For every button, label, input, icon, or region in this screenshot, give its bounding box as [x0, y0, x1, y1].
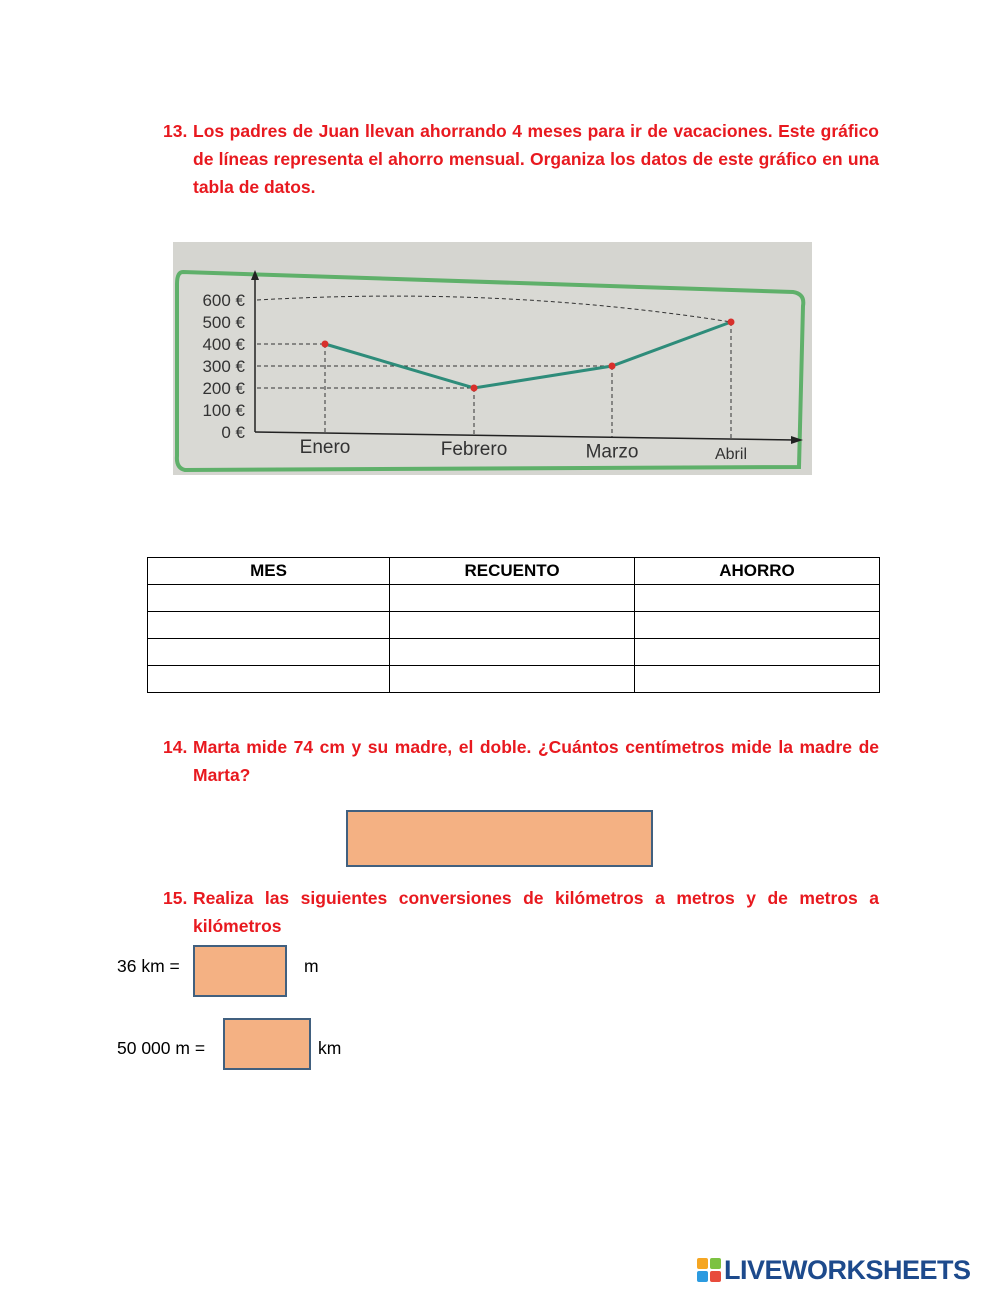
question-14	[163, 733, 879, 789]
y-tick-label: 500 €	[202, 313, 245, 332]
answer-input-m-to-km[interactable]	[223, 1018, 311, 1070]
table-cell-mes[interactable]	[148, 639, 390, 666]
table-row	[148, 639, 880, 666]
table-header-row	[148, 558, 880, 585]
line-chart-photo	[173, 242, 812, 475]
question-13-text: Los padres de Juan llevan ahorrando 4 meses para ir de vacaciones. Este gráfico de líneas representa el ahorro mensual. Organiza los datos de este gráfico en una tabla de datos.	[193, 121, 879, 197]
data-point-febrero	[471, 385, 478, 392]
header-mes: MES	[148, 558, 390, 585]
x-tick-label: Febrero	[440, 439, 508, 461]
x-tick-label: Enero	[299, 437, 351, 459]
table-cell-recuento[interactable]	[390, 666, 635, 693]
y-tick-label: 300 €	[202, 357, 245, 376]
table-row	[148, 585, 880, 612]
answer-input-madre-cm[interactable]	[346, 810, 653, 867]
table-cell-ahorro[interactable]	[635, 666, 880, 693]
question-13	[163, 117, 879, 201]
y-tick-label: 400 €	[202, 335, 245, 354]
table-row	[148, 666, 880, 693]
liveworksheets-logo-text: LIVEWORKSHEETS	[724, 1255, 971, 1285]
y-tick-label: 600 €	[202, 291, 245, 310]
table-cell-recuento[interactable]	[390, 639, 635, 666]
table-cell-ahorro[interactable]	[635, 612, 880, 639]
table-cell-ahorro[interactable]	[635, 639, 880, 666]
question-15	[163, 884, 879, 940]
table-row	[148, 612, 880, 639]
data-point-enero	[322, 341, 329, 348]
x-tick-label: Abril	[714, 446, 748, 464]
x-tick-label: Marzo	[585, 441, 639, 463]
question-13-number: 13.	[163, 121, 188, 141]
table-cell-ahorro[interactable]	[635, 585, 880, 612]
y-tick-labels	[202, 291, 245, 442]
question-14-number: 14.	[163, 737, 188, 757]
y-tick-label: 0 €	[221, 423, 245, 442]
table-cell-recuento[interactable]	[390, 585, 635, 612]
data-point-marzo	[609, 363, 616, 370]
table-cell-recuento[interactable]	[390, 612, 635, 639]
table-cell-mes[interactable]	[148, 585, 390, 612]
table-cell-mes[interactable]	[148, 666, 390, 693]
conversion-1-unit: m	[304, 956, 319, 976]
header-ahorro: AHORRO	[635, 558, 880, 585]
answer-input-km-to-m[interactable]	[193, 945, 287, 997]
liveworksheets-logo-icon	[697, 1258, 721, 1282]
data-point-abril	[728, 319, 735, 326]
question-15-number: 15.	[163, 888, 188, 908]
data-table	[147, 557, 880, 693]
conversion-2-unit: km	[318, 1038, 342, 1058]
conversion-2-label: 50 000 m =	[117, 1038, 206, 1058]
header-recuento: RECUENTO	[390, 558, 635, 585]
y-tick-label: 200 €	[202, 379, 245, 398]
table-cell-mes[interactable]	[148, 612, 390, 639]
line-chart	[173, 242, 812, 475]
conversion-1-label: 36 km =	[117, 956, 180, 976]
question-14-text: Marta mide 74 cm y su madre, el doble. ¿Cuántos centímetros mide la madre de Marta?	[193, 737, 879, 785]
question-15-text: Realiza las siguientes conversiones de kilómetros a metros y de metros a kilómetros	[193, 888, 879, 936]
y-tick-label: 100 €	[202, 401, 245, 420]
